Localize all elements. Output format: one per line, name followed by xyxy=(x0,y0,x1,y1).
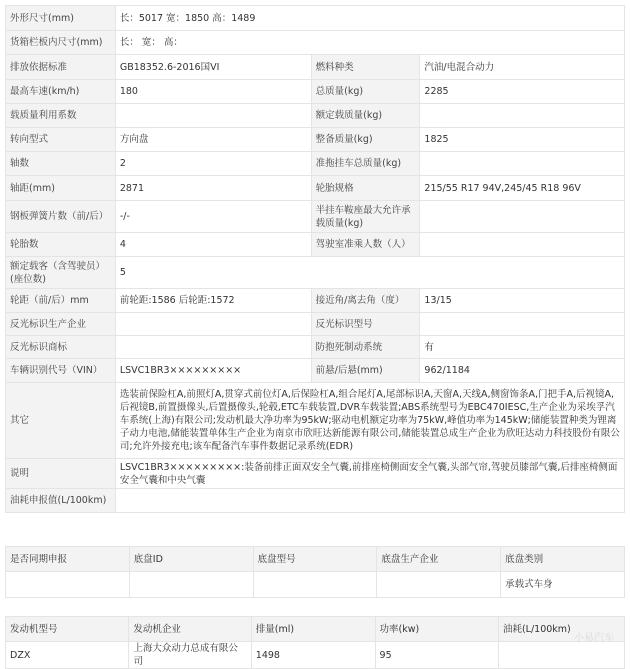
tire-count-value: 4 xyxy=(115,233,311,257)
other-value: 选装前保险杠A,前照灯A,贯穿式前位灯A,后保险杠A,组合尾灯A,尾部标识A,天窗A,天线A,侧窗饰条A,门把手A,后视镜A,后视镜B,前置摄像头,后置摄像头,轮毂,ETC车载装置,DVR车载装置;ABS系统型号为EBC470IESC,生产企业为采埃孚汽车系统(上海)有限公司;发动机最大净功率为95kW;驱动电机额定功率为75kW,峰值功率为145kW;储能装置种类为锂离子动力电池,储能装置单体生产企业为南京市欣旺达新能源有限公司,储能装置总成生产企业为欣旺达动力科技股份有限公司;允许外接充电;该车配备汽车事件数据记录系统(EDR) xyxy=(115,383,624,459)
fuel-consumption-value xyxy=(115,489,624,513)
spec-row-note xyxy=(6,459,625,489)
saddle-load-label: 半挂车鞍座最大允许承载质量(kg) xyxy=(311,201,420,233)
engine-cell xyxy=(498,642,624,669)
trailer-mass-value xyxy=(420,152,625,176)
spec-row-fuel xyxy=(6,489,625,513)
rated-passengers-label: 额定载客（含驾驶员）(座位数) xyxy=(6,257,116,289)
emission-label: 排放依据标准 xyxy=(6,55,116,80)
chassis-header-cell: 底盘类别 xyxy=(501,547,625,572)
chassis-header-cell: 底盘型号 xyxy=(253,547,377,572)
tire-spec-value: 215/55 R17 94V,245/45 R18 96V xyxy=(420,176,625,201)
curb-mass-value: 1825 xyxy=(420,128,625,152)
spec-row-cargo xyxy=(6,31,625,55)
steering-label: 转向型式 xyxy=(6,128,116,152)
abs-value: 有 xyxy=(420,336,625,359)
chassis-header-cell: 底盘生产企业 xyxy=(377,547,501,572)
engine-header-cell: 排量(ml) xyxy=(251,617,375,642)
cargo-value: 长： 宽： 高： xyxy=(115,31,624,55)
dimensions-label: 外形尺寸(mm) xyxy=(6,6,116,31)
fuel-type-value: 汽油/电混合动力 xyxy=(420,55,625,80)
reflector-maker-value xyxy=(115,313,311,336)
tire-spec-label: 轮胎规格 xyxy=(311,176,420,201)
total-mass-value: 2285 xyxy=(420,80,625,104)
wheelbase-label: 轴距(mm) xyxy=(6,176,116,201)
spec-row-other xyxy=(6,383,625,459)
approach-angle-value: 13/15 xyxy=(420,289,625,313)
spec-row-springs xyxy=(6,201,625,233)
engine-data-row xyxy=(6,642,625,669)
spec-row-seats xyxy=(6,257,625,289)
engine-header-cell: 发动机企业 xyxy=(129,617,251,642)
total-mass-label: 总质量(kg) xyxy=(311,80,420,104)
other-label: 其它 xyxy=(6,383,116,459)
rated-passengers-value: 5 xyxy=(115,257,624,289)
engine-cell: 上海大众动力总成有限公司 xyxy=(129,642,251,669)
note-value: LSVC1BR3×××××××××:装备前排正面双安全气囊,前排座椅侧面安全气囊,头部气帘,驾驶员膝部气囊,后排座椅侧面安全气囊和中央气囊 xyxy=(115,459,624,489)
watermark: 小易汽车 xyxy=(574,633,614,644)
chassis-header-row xyxy=(6,547,625,572)
dimensions-value: 长：5017 宽：1850 高：1489 xyxy=(115,6,624,31)
spec-row-load-factor xyxy=(6,104,625,128)
load-factor-value xyxy=(115,104,311,128)
max-speed-value: 180 xyxy=(115,80,311,104)
reflector-model-label: 反光标识型号 xyxy=(311,313,420,336)
rated-load-label: 额定载质量(kg) xyxy=(311,104,420,128)
overhang-label: 前悬/后悬(mm) xyxy=(311,359,420,383)
spec-row-speed xyxy=(6,80,625,104)
spec-row-axles xyxy=(6,152,625,176)
spec-row-reflector-brand xyxy=(6,336,625,359)
axles-label: 轴数 xyxy=(6,152,116,176)
cab-seats-value xyxy=(420,233,625,257)
chassis-cell: 承载式车身 xyxy=(501,572,625,598)
chassis-data-row xyxy=(6,572,625,598)
engine-cell: DZX xyxy=(6,642,129,669)
spec-row-emission xyxy=(6,55,625,80)
vehicle-spec-table xyxy=(5,5,625,513)
springs-label: 钢板弹簧片数（前/后） xyxy=(6,201,116,233)
engine-header-cell: 功率(kw) xyxy=(375,617,498,642)
track-label: 轮距（前/后）mm xyxy=(6,289,116,313)
chassis-cell xyxy=(253,572,377,598)
tire-count-label: 轮胎数 xyxy=(6,233,116,257)
cargo-label: 货箱栏板内尺寸(mm) xyxy=(6,31,116,55)
chassis-header-cell: 是否同期申报 xyxy=(6,547,130,572)
saddle-load-value xyxy=(420,201,625,233)
engine-cell: 1498 xyxy=(251,642,375,669)
vin-value: LSVC1BR3××××××××× xyxy=(115,359,311,383)
chassis-cell xyxy=(6,572,130,598)
chassis-cell xyxy=(377,572,501,598)
reflector-maker-label: 反光标识生产企业 xyxy=(6,313,116,336)
chassis-cell xyxy=(129,572,253,598)
chassis-table xyxy=(5,546,625,598)
reflector-model-value xyxy=(420,313,625,336)
chassis-header-cell: 底盘ID xyxy=(129,547,253,572)
engine-header-cell: 油耗(L/100km) xyxy=(498,617,624,642)
vin-label: 车辆识别代号（VIN） xyxy=(6,359,116,383)
wheelbase-value: 2871 xyxy=(115,176,311,201)
approach-angle-label: 接近角/离去角（度） xyxy=(311,289,420,313)
track-value: 前轮距:1586 后轮距:1572 xyxy=(115,289,311,313)
reflector-brand-value xyxy=(115,336,311,359)
rated-load-value xyxy=(420,104,625,128)
steering-value: 方向盘 xyxy=(115,128,311,152)
trailer-mass-label: 准拖挂车总质量(kg) xyxy=(311,152,420,176)
spec-row-vin xyxy=(6,359,625,383)
spec-row-reflector-maker xyxy=(6,313,625,336)
max-speed-label: 最高车速(km/h) xyxy=(6,80,116,104)
spec-row-track xyxy=(6,289,625,313)
overhang-value: 962/1184 xyxy=(420,359,625,383)
springs-value: -/- xyxy=(115,201,311,233)
load-factor-label: 载质量利用系数 xyxy=(6,104,116,128)
spec-row-tires xyxy=(6,233,625,257)
abs-label: 防抱死制动系统 xyxy=(311,336,420,359)
spec-row-dimensions xyxy=(6,6,625,31)
engine-cell: 95 xyxy=(375,642,498,669)
spec-row-wheelbase xyxy=(6,176,625,201)
axles-value: 2 xyxy=(115,152,311,176)
fuel-type-label: 燃料种类 xyxy=(311,55,420,80)
spec-row-steering xyxy=(6,128,625,152)
note-label: 说明 xyxy=(6,459,116,489)
reflector-brand-label: 反光标识商标 xyxy=(6,336,116,359)
fuel-consumption-label: 油耗申报值(L/100km) xyxy=(6,489,116,513)
engine-header-row xyxy=(6,617,625,642)
emission-value: GB18352.6-2016国VI xyxy=(115,55,311,80)
engine-header-cell: 发动机型号 xyxy=(6,617,129,642)
curb-mass-label: 整备质量(kg) xyxy=(311,128,420,152)
cab-seats-label: 驾驶室准乘人数（人） xyxy=(311,233,420,257)
engine-table xyxy=(5,616,625,669)
